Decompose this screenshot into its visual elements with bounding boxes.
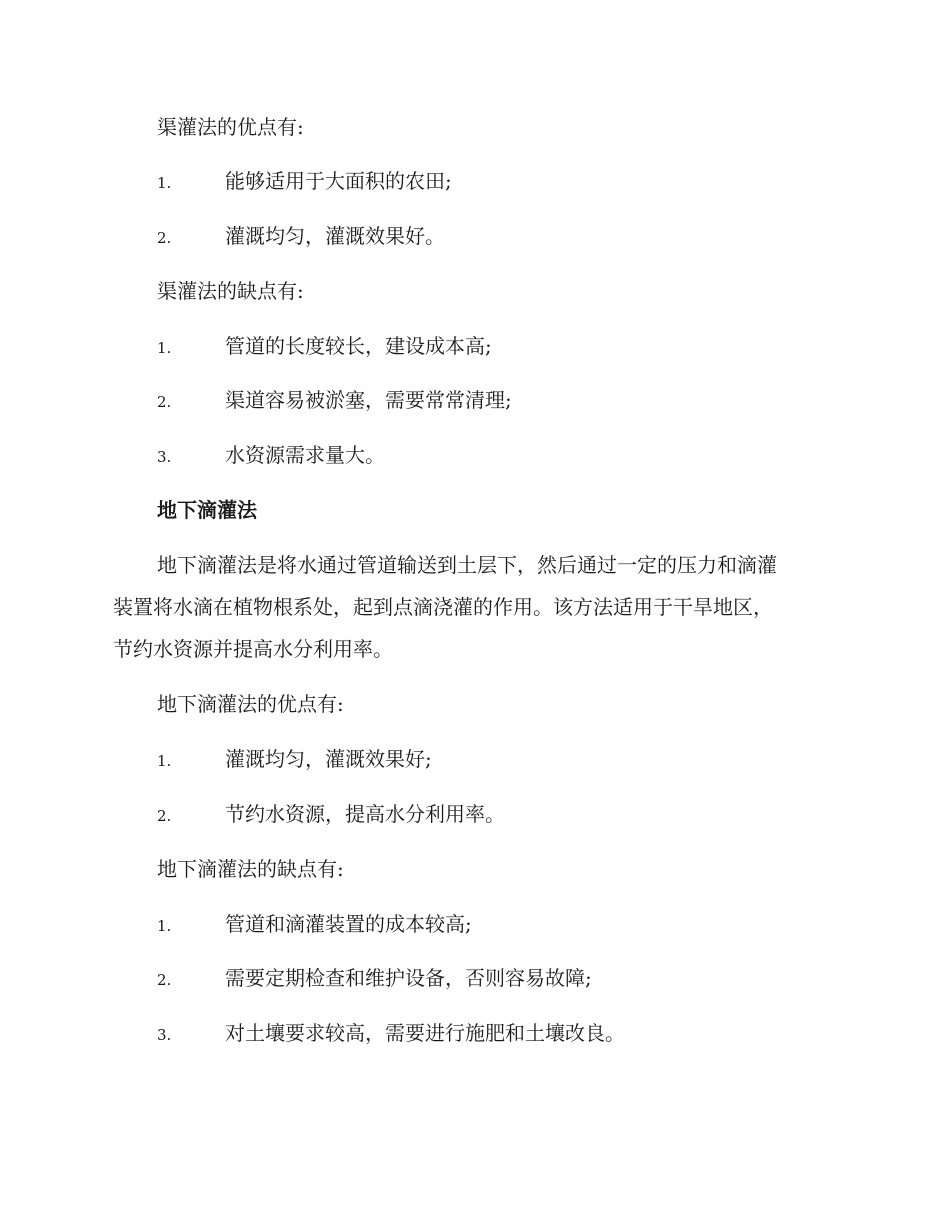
- list-item: 灌溉均匀，灌溉效果好;: [225, 747, 432, 771]
- list-number: 2.: [157, 971, 172, 989]
- list-item: 节约水资源，提高水分利用率。: [225, 802, 505, 826]
- list-number: 1.: [157, 339, 172, 357]
- list-item: 对土壤要求较高，需要进行施肥和土壤改良。: [225, 1021, 625, 1045]
- canal-cons-title: 渠灌法的缺点有:: [157, 279, 304, 303]
- list-number: 2.: [157, 807, 172, 825]
- list-item: 管道的长度较长，建设成本高;: [225, 334, 492, 358]
- drip-cons-title: 地下滴灌法的缺点有:: [157, 857, 344, 881]
- section-heading: 地下滴灌法: [157, 498, 257, 522]
- list-item: 渠道容易被淤塞，需要常常清理;: [225, 388, 512, 412]
- list-number: 2.: [157, 229, 172, 247]
- drip-pros-title: 地下滴灌法的优点有:: [157, 692, 344, 716]
- list-number: 1.: [157, 174, 172, 192]
- list-item: 需要定期检查和维护设备，否则容易故障;: [225, 966, 592, 990]
- list-number: 2.: [157, 393, 172, 411]
- list-item: 能够适用于大面积的农田;: [225, 169, 452, 193]
- intro-line: 节约水资源并提高水分利用率。: [113, 637, 393, 661]
- intro-line: 装置将水滴在植物根系处，起到点滴浇灌的作用。该方法适用于干旱地区，: [113, 595, 773, 619]
- list-item: 水资源需求量大。: [225, 443, 385, 467]
- list-number: 1.: [157, 752, 172, 770]
- list-item: 灌溉均匀，灌溉效果好。: [225, 224, 445, 248]
- list-item: 管道和滴灌装置的成本较高;: [225, 912, 472, 936]
- list-number: 1.: [157, 917, 172, 935]
- list-number: 3.: [157, 448, 172, 466]
- list-number: 3.: [157, 1026, 172, 1044]
- canal-pros-title: 渠灌法的优点有:: [157, 115, 304, 139]
- intro-line: 地下滴灌法是将水通过管道输送到土层下，然后通过一定的压力和滴灌: [157, 553, 777, 577]
